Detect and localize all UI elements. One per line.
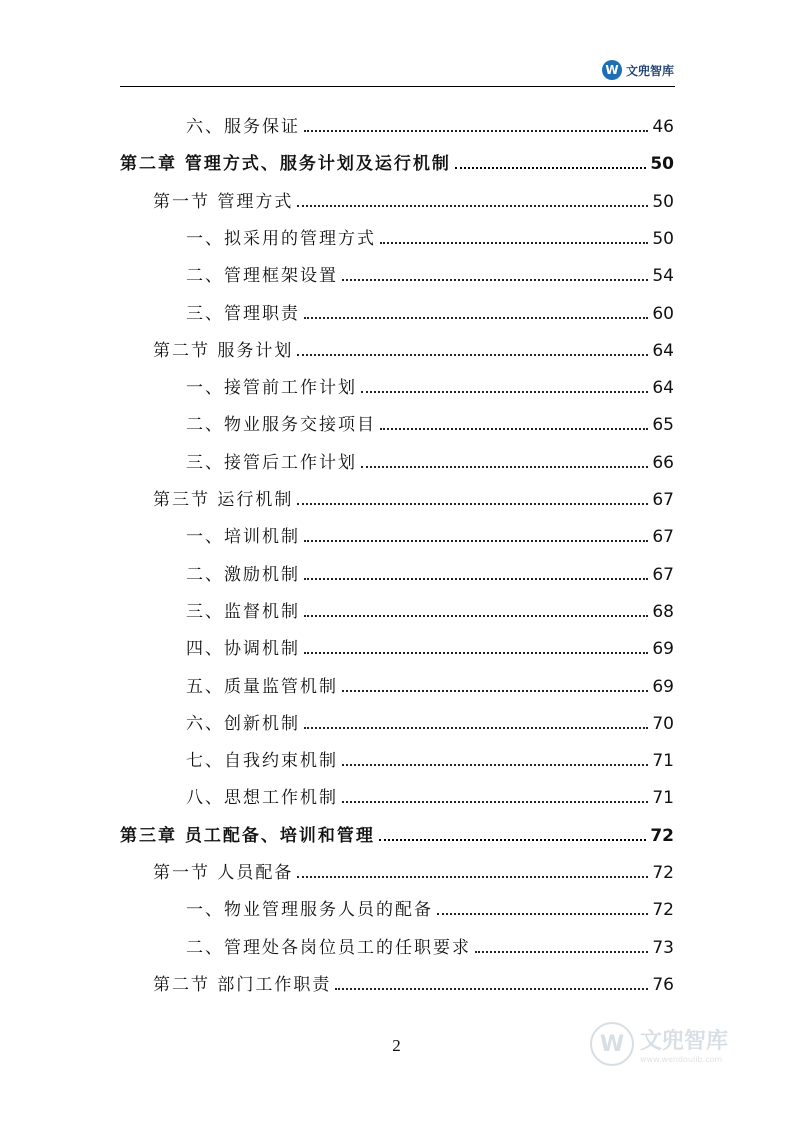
toc-dot-leader [304, 578, 648, 580]
toc-dot-leader [380, 242, 648, 244]
toc-entry-item[interactable] [0, 883, 793, 920]
toc-entry-label: 四、协调机制 [186, 639, 300, 660]
toc-entry-label: 一、接管前工作计划 [186, 378, 357, 399]
toc-entry-page: 46 [652, 117, 674, 137]
page-number: 2 [392, 1036, 401, 1055]
toc-entry-label: 二、管理处各岗位员工的任职要求 [186, 937, 471, 958]
toc-dot-leader [342, 764, 648, 766]
toc-dot-leader [437, 913, 648, 915]
toc-entry-label: 三、管理职责 [186, 303, 300, 324]
toc-entry-section[interactable] [0, 324, 793, 361]
toc-entry-chapter[interactable] [0, 809, 793, 846]
toc-entry-page: 71 [652, 751, 674, 772]
toc-entry-label: 三、接管后工作计划 [186, 452, 357, 473]
toc-entry-label: 第二节 服务计划 [153, 340, 294, 361]
toc-dot-leader [297, 354, 648, 356]
toc-dot-leader [455, 167, 646, 169]
toc-entry-label: 第三章 员工配备、培训和管理 [120, 825, 375, 846]
toc-entry-page: 67 [652, 490, 674, 510]
toc-entry-label: 三、监督机制 [186, 601, 300, 622]
toc-entry-section[interactable] [0, 846, 793, 883]
toc-entry-item[interactable] [0, 548, 793, 585]
toc-entry-page: 69 [652, 676, 674, 697]
toc-entry-label: 一、物业管理服务人员的配备 [186, 900, 433, 921]
toc-dot-leader [304, 727, 648, 729]
toc-entry-page: 64 [652, 340, 674, 361]
toc-entry-page: 70 [652, 713, 674, 734]
toc-entry-page: 50 [652, 228, 674, 249]
toc-entry-item[interactable] [0, 585, 793, 622]
toc-entry-page: 67 [652, 564, 674, 585]
toc-entry-chapter[interactable] [0, 137, 793, 174]
toc-entry-label: 七、自我约束机制 [186, 751, 338, 772]
toc-entry-page: 71 [652, 788, 674, 809]
toc-entry-label: 六、服务保证 [186, 117, 300, 137]
watermark-logo-icon: W [590, 1022, 634, 1066]
toc-entry-item[interactable] [0, 361, 793, 398]
toc-dot-leader [342, 801, 648, 803]
toc-entry-page: 50 [652, 191, 674, 212]
toc-entry-page: 69 [652, 639, 674, 660]
toc-entry-page: 54 [652, 266, 674, 287]
toc-dot-leader [361, 391, 648, 393]
toc-entry-item[interactable] [0, 100, 793, 137]
toc-entry-page: 65 [652, 415, 674, 436]
toc-entry-label: 第二章 管理方式、服务计划及运行机制 [120, 154, 451, 175]
toc-entry-page: 72 [652, 863, 674, 883]
toc-entry-section[interactable] [0, 473, 793, 510]
toc-entry-item[interactable] [0, 771, 793, 808]
toc-dot-leader [304, 540, 648, 542]
toc-entry-page: 60 [652, 303, 674, 324]
toc-entry-label: 二、物业服务交接项目 [186, 415, 376, 436]
toc-dot-leader [335, 988, 648, 990]
toc-dot-leader [304, 130, 648, 132]
toc-dot-leader [304, 317, 648, 319]
toc-entry-section[interactable] [0, 958, 793, 995]
toc-dot-leader [342, 279, 648, 281]
watermark-text: 文兜智库 [640, 1029, 729, 1054]
header-logo [602, 60, 674, 80]
toc-entry-label: 第二节 部门工作职责 [153, 974, 332, 995]
toc-dot-leader [361, 466, 648, 468]
toc-entry-page: 66 [652, 452, 674, 473]
toc-entry-item[interactable] [0, 398, 793, 435]
toc-dot-leader [304, 652, 648, 654]
toc-entry-label: 第三节 运行机制 [153, 490, 294, 510]
toc-entry-label: 二、管理框架设置 [186, 266, 338, 287]
toc-entry-item[interactable] [0, 921, 793, 958]
toc-entry-item[interactable] [0, 697, 793, 734]
toc-dot-leader [475, 951, 648, 953]
watermark-url: www.wendoulib.com [640, 1055, 723, 1064]
toc-dot-leader [297, 205, 648, 207]
toc-entry-label: 六、创新机制 [186, 713, 300, 734]
toc-entry-label: 八、思想工作机制 [186, 788, 338, 809]
toc-dot-leader [379, 839, 646, 841]
toc-dot-leader [297, 876, 648, 878]
toc-entry-label: 第一节 管理方式 [153, 191, 294, 212]
toc-entry-page: 50 [650, 154, 674, 175]
toc-entry-page: 68 [652, 601, 674, 622]
toc-entry-label: 一、拟采用的管理方式 [186, 228, 376, 249]
logo-text: 文兜智库 [626, 63, 675, 78]
toc-entry-item[interactable] [0, 249, 793, 286]
toc-entry-page: 72 [650, 825, 674, 846]
toc-entry-item[interactable] [0, 510, 793, 547]
toc-entry-section[interactable] [0, 175, 793, 212]
header-rule [120, 86, 675, 87]
toc-entry-page: 67 [652, 527, 674, 548]
toc-entry-label: 一、培训机制 [186, 527, 300, 548]
toc-entry-item[interactable] [0, 212, 793, 249]
watermark [590, 1022, 728, 1066]
toc-entry-item[interactable] [0, 734, 793, 771]
toc-entry-page: 64 [652, 378, 674, 399]
toc-entry-label: 五、质量监管机制 [186, 676, 338, 697]
toc-entry-page: 73 [652, 937, 674, 958]
toc-entry-item[interactable] [0, 436, 793, 473]
toc-entry-item[interactable] [0, 287, 793, 324]
toc-entry-label: 二、激励机制 [186, 564, 300, 585]
logo-icon: W [602, 60, 622, 80]
toc-entry-item[interactable] [0, 660, 793, 697]
toc-dot-leader [304, 615, 648, 617]
toc-entry-item[interactable] [0, 622, 793, 659]
toc-dot-leader [297, 503, 648, 505]
toc-dot-leader [342, 690, 648, 692]
toc-entry-label: 第一节 人员配备 [153, 863, 294, 883]
toc-entry-page: 72 [652, 900, 674, 921]
toc-dot-leader [380, 428, 648, 430]
toc-entry-page: 76 [652, 974, 674, 995]
